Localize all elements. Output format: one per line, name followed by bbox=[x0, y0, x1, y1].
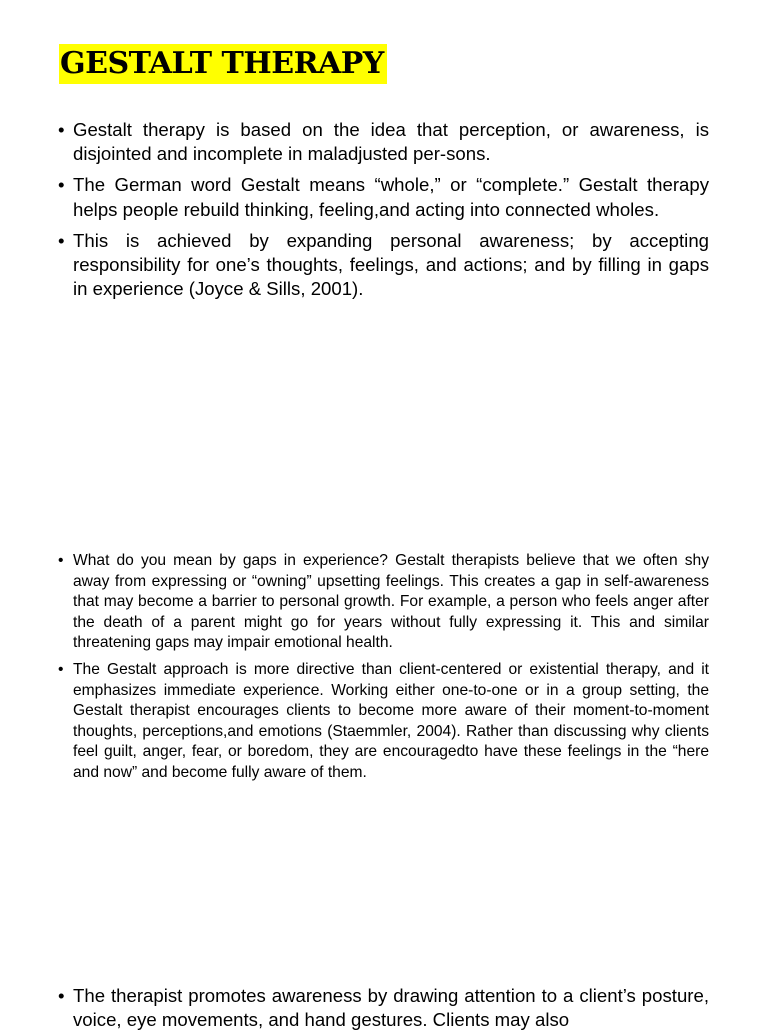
bullet-list-section-2 bbox=[58, 551, 709, 790]
list-item bbox=[58, 551, 709, 654]
list-item-text: The therapist promotes awareness by drawing attention to a client’s posture, voice, eye movements, and hand gestures. Clients may also bbox=[73, 985, 709, 1031]
page-title: GESTALT THERAPY bbox=[59, 44, 387, 84]
bullet-icon: • bbox=[58, 660, 64, 678]
list-item bbox=[58, 984, 709, 1032]
bullet-list-section-3 bbox=[58, 984, 709, 1032]
bullet-icon: • bbox=[58, 119, 65, 140]
bullet-icon: • bbox=[58, 229, 65, 251]
list-item bbox=[58, 173, 709, 221]
bullet-icon: • bbox=[58, 985, 65, 1006]
list-item bbox=[58, 660, 709, 784]
list-item-text: What do you mean by gaps in experience? Gestalt therapists believe that we often shy away from expressing or “owning” upsetting feelings. This creates a gap in self-awareness that may become a barrier to personal growth. For example, a person who feels anger after the death of a parent might go for years without fully expressing it. This and similar threatening gaps may impair emotional health. bbox=[73, 552, 709, 652]
bullet-icon: • bbox=[58, 552, 64, 569]
list-item-text: Gestalt therapy is based on the idea that perception, or awareness, is disjointed and incomplete in maladjusted per-sons. bbox=[73, 119, 709, 165]
bullet-list-section-1 bbox=[58, 118, 709, 308]
list-item-text: The German word Gestalt means “whole,” or “complete.” Gestalt therapy helps people rebuild thinking, feeling,and acting into connected wholes. bbox=[73, 174, 709, 220]
list-item bbox=[58, 118, 709, 166]
list-item-text: This is achieved by expanding personal awareness; by accepting responsibility for one’s thoughts, feelings, and actions; and by filling in gaps in experience (Joyce & Sills, 2001). bbox=[73, 229, 709, 300]
bullet-icon: • bbox=[58, 174, 65, 196]
list-item-text: The Gestalt approach is more directive than client-centered or existential therapy, and it emphasizes immediate experience. Working either one-to-one or in a group setting, the Gestalt therapist encourages clients to become more aware of their moment-to-moment thoughts, perceptions,and emotions (Staemmler, 2004). Rather than discussing why clients feel guilt, anger, fear, or boredom, they are encouragedto have these feelings in the “here and now” and become fully aware of them. bbox=[73, 660, 709, 781]
list-item bbox=[58, 229, 709, 302]
